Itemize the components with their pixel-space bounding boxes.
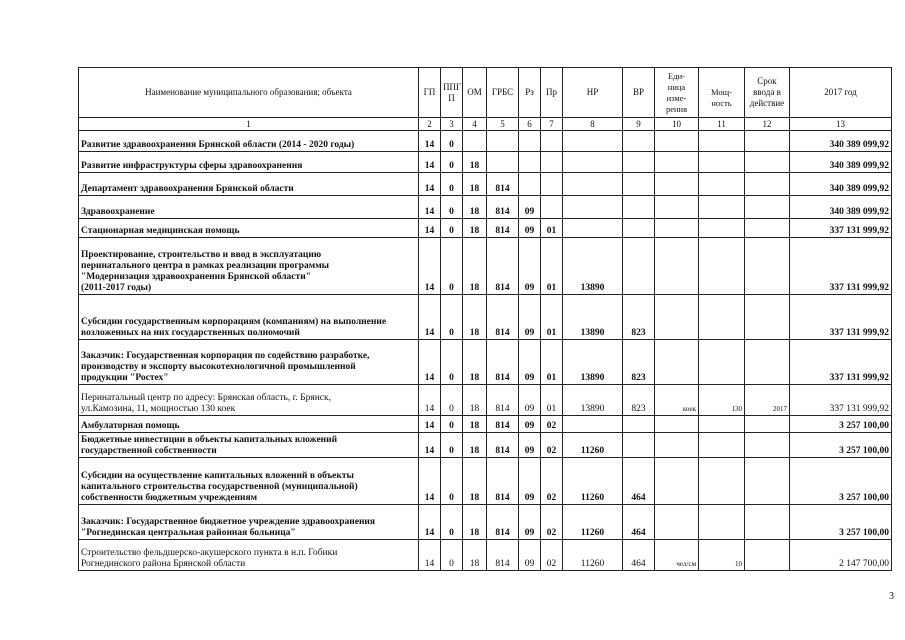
cell-pr: 02 [541,458,563,505]
cell-grbs: 814 [487,340,519,385]
cell-term [745,173,790,196]
header-om: ОМ [463,68,487,118]
name-line: государственной собственности [81,446,217,456]
cell-capacity [699,219,745,238]
column-number: 12 [745,118,790,131]
header-year: 2017 год [790,68,892,118]
name-line: перинатального центра в рамках реализации программы [81,261,330,271]
cell-nr: 11260 [563,540,623,571]
cell-gp: 14 [419,458,441,505]
cell-amount: 3 257 100,00 [790,505,892,540]
header-row [79,68,892,118]
column-number: 6 [519,118,541,131]
cell-ppgp: 0 [441,238,463,295]
cell-pr: 01 [541,340,563,385]
cell-ppgp: 0 [441,505,463,540]
cell-unit [655,152,699,173]
table-body [79,131,892,571]
cell-gp: 14 [419,219,441,238]
cell-capacity [699,131,745,152]
name-line: Развитие здравоохранения Брянской области (2014 - 2020 годы) [81,140,355,150]
cell-rz [519,152,541,173]
table-row [79,433,892,458]
column-number: 3 [441,118,463,131]
name-line: Субсидии на осуществление капитальных вложений в объекты [81,471,354,481]
cell-capacity [699,433,745,458]
cell-grbs: 814 [487,196,519,219]
cell-om: 18 [463,219,487,238]
cell-nr [563,152,623,173]
cell-capacity [699,340,745,385]
cell-om: 18 [463,385,487,416]
cell-name [79,385,419,416]
cell-term [745,131,790,152]
cell-rz: 09 [519,196,541,219]
cell-vr: 823 [623,340,655,385]
cell-ppgp: 0 [441,433,463,458]
cell-grbs: 814 [487,416,519,433]
name-line: "Рогнединская центральная районная больница" [81,528,296,538]
cell-pr [541,131,563,152]
cell-gp: 14 [419,385,441,416]
cell-rz: 09 [519,238,541,295]
name-line: производству и экспорту высокотехнологичной промышленной [81,362,356,372]
cell-nr: 13890 [563,295,623,340]
cell-amount: 337 131 999,92 [790,295,892,340]
cell-ppgp: 0 [441,385,463,416]
name-line: Стационарная медицинская помощь [81,226,240,236]
cell-om: 18 [463,505,487,540]
column-number: 4 [463,118,487,131]
name-line: капитального строительства государственной (муниципальной) [81,482,358,492]
column-number: 7 [541,118,563,131]
cell-nr: 11260 [563,433,623,458]
cell-om: 18 [463,173,487,196]
cell-term [745,416,790,433]
name-line: Перинатальный центр по адресу: Брянская область, г. Брянск, [81,393,332,403]
name-line: Департамент здравоохранения Брянской области [81,184,294,194]
header-term: Срок ввода в действие [745,68,790,118]
header-grbs: ГРБС [487,68,519,118]
cell-pr: 01 [541,295,563,340]
cell-name [79,416,419,433]
page-number: 3 [889,591,894,602]
cell-grbs [487,152,519,173]
column-number: 10 [655,118,699,131]
name-line: Здравоохранение [81,207,155,217]
cell-term [745,433,790,458]
cell-unit [655,340,699,385]
header-gp: ГП [419,68,441,118]
cell-capacity [699,458,745,505]
name-line: Строительство фельдшерско-акушерского пункта в н.п. Гобики [81,548,338,558]
cell-pr: 01 [541,219,563,238]
column-number: 11 [699,118,745,131]
cell-unit [655,173,699,196]
cell-grbs: 814 [487,540,519,571]
cell-name [79,295,419,340]
header-name: Наименование муниципального образования; объекта [79,68,419,118]
cell-ppgp: 0 [441,152,463,173]
cell-om: 18 [463,238,487,295]
cell-pr: 02 [541,433,563,458]
cell-om: 18 [463,340,487,385]
cell-term [745,238,790,295]
cell-term [745,196,790,219]
cell-nr [563,173,623,196]
cell-term [745,152,790,173]
cell-gp: 14 [419,131,441,152]
cell-rz: 09 [519,219,541,238]
cell-amount: 340 389 099,92 [790,131,892,152]
cell-capacity [699,196,745,219]
cell-nr [563,196,623,219]
cell-gp: 14 [419,505,441,540]
cell-gp: 14 [419,416,441,433]
cell-pr [541,196,563,219]
cell-gp: 14 [419,196,441,219]
cell-nr: 11260 [563,458,623,505]
name-line: продукции "Ростех" [81,373,169,383]
name-line: Заказчик: Государственная корпорация по содействию разработке, [81,351,370,361]
cell-vr [623,196,655,219]
cell-rz [519,173,541,196]
cell-name [79,458,419,505]
name-line: Амбулаторная помощь [81,421,180,431]
cell-amount: 2 147 700,00 [790,540,892,571]
cell-name [79,340,419,385]
cell-om: 18 [463,295,487,340]
cell-unit [655,219,699,238]
name-line: Развитие инфраструктуры сферы здравоохранения [81,161,303,171]
cell-ppgp: 0 [441,196,463,219]
cell-term [745,540,790,571]
cell-pr: 02 [541,540,563,571]
cell-vr: 823 [623,295,655,340]
cell-rz [519,131,541,152]
cell-term [745,505,790,540]
cell-om: 18 [463,196,487,219]
table-row [79,540,892,571]
cell-term: 2017 [745,385,790,416]
cell-ppgp: 0 [441,173,463,196]
cell-rz: 09 [519,433,541,458]
cell-amount: 337 131 999,92 [790,219,892,238]
cell-gp: 14 [419,173,441,196]
cell-unit [655,238,699,295]
cell-pr: 01 [541,385,563,416]
cell-unit [655,295,699,340]
cell-rz: 09 [519,458,541,505]
cell-capacity: 10 [699,540,745,571]
cell-capacity [699,173,745,196]
cell-ppgp: 0 [441,416,463,433]
cell-nr: 13890 [563,340,623,385]
cell-rz: 09 [519,505,541,540]
table-row [79,458,892,505]
cell-vr: 464 [623,458,655,505]
cell-vr [623,219,655,238]
cell-rz: 09 [519,540,541,571]
cell-grbs [487,131,519,152]
budget-table [78,67,892,571]
table-row [79,196,892,219]
cell-nr: 13890 [563,385,623,416]
cell-unit [655,433,699,458]
table-row [79,416,892,433]
cell-om: 18 [463,433,487,458]
name-line: ул.Камозина, 11, мощностью 130 коек [81,404,236,414]
cell-amount: 3 257 100,00 [790,458,892,505]
name-line: Рогнединского района Брянской области [81,559,246,569]
cell-unit [655,458,699,505]
cell-om: 18 [463,540,487,571]
cell-amount: 337 131 999,92 [790,238,892,295]
cell-nr: 11260 [563,505,623,540]
header-vr: ВР [623,68,655,118]
cell-ppgp: 0 [441,219,463,238]
cell-vr [623,173,655,196]
cell-om: 18 [463,152,487,173]
cell-unit [655,505,699,540]
cell-grbs: 814 [487,385,519,416]
table-row [79,505,892,540]
table-row [79,219,892,238]
column-number: 13 [790,118,892,131]
cell-nr [563,219,623,238]
table-row [79,173,892,196]
cell-ppgp: 0 [441,131,463,152]
cell-unit [655,131,699,152]
column-number: 9 [623,118,655,131]
cell-vr [623,238,655,295]
cell-unit [655,416,699,433]
cell-vr [623,416,655,433]
cell-name [79,219,419,238]
column-number: 2 [419,118,441,131]
cell-ppgp: 0 [441,458,463,505]
cell-name [79,433,419,458]
table-row [79,340,892,385]
cell-ppgp: 0 [441,540,463,571]
table-row [79,131,892,152]
cell-capacity [699,152,745,173]
column-number: 5 [487,118,519,131]
cell-term [745,340,790,385]
cell-amount: 3 257 100,00 [790,416,892,433]
cell-nr [563,416,623,433]
cell-grbs: 814 [487,238,519,295]
cell-vr: 464 [623,505,655,540]
cell-capacity: 130 [699,385,745,416]
cell-name [79,173,419,196]
cell-gp: 14 [419,152,441,173]
cell-rz: 09 [519,295,541,340]
cell-rz: 09 [519,385,541,416]
cell-vr [623,152,655,173]
column-number: 8 [563,118,623,131]
cell-capacity [699,295,745,340]
header-pr: Пр [541,68,563,118]
cell-om: 18 [463,458,487,505]
header-rz: Рз [519,68,541,118]
cell-name [79,152,419,173]
name-line: Проектирование, строительство и ввод в эксплуатацию [81,250,322,260]
name-line: Бюджетные инвестиции в объекты капитальных вложений [81,435,338,445]
cell-om: 18 [463,416,487,433]
cell-amount: 340 389 099,92 [790,196,892,219]
cell-unit: чел/см [655,540,699,571]
cell-pr: 02 [541,416,563,433]
table-row [79,152,892,173]
cell-vr [623,131,655,152]
table-row [79,295,892,340]
cell-amount: 340 389 099,92 [790,152,892,173]
cell-grbs: 814 [487,458,519,505]
cell-pr [541,173,563,196]
cell-grbs: 814 [487,173,519,196]
cell-term [745,219,790,238]
cell-amount: 337 131 999,92 [790,340,892,385]
cell-amount: 337 131 999,92 [790,385,892,416]
cell-amount: 340 389 099,92 [790,173,892,196]
cell-capacity [699,416,745,433]
cell-unit [655,196,699,219]
cell-gp: 14 [419,238,441,295]
cell-rz: 09 [519,416,541,433]
column-number: 1 [79,118,419,131]
name-line: Субсидии государственным корпорациям (компаниям) на выполнение [81,317,387,327]
name-line: "Модернизация здравоохранения Брянской области" [81,272,311,282]
cell-pr: 01 [541,238,563,295]
cell-pr [541,152,563,173]
header-capacity: Мощ- ность [699,68,745,118]
cell-name [79,540,419,571]
cell-vr: 823 [623,385,655,416]
header-unit: Еди- ница изме- рения [655,68,699,118]
cell-name [79,505,419,540]
cell-grbs: 814 [487,295,519,340]
cell-grbs: 814 [487,433,519,458]
cell-term [745,458,790,505]
cell-vr: 464 [623,540,655,571]
cell-pr: 02 [541,505,563,540]
cell-ppgp: 0 [441,295,463,340]
cell-ppgp: 0 [441,340,463,385]
cell-grbs: 814 [487,505,519,540]
cell-gp: 14 [419,433,441,458]
cell-nr: 13890 [563,238,623,295]
name-line: собственности бюджетным учреждениям [81,493,258,503]
cell-rz: 09 [519,340,541,385]
name-line: возложенных на них государственных полномочий [81,328,300,338]
name-line: Заказчик: Государственное бюджетное учреждение здравоохранения [81,517,376,527]
table-row [79,238,892,295]
cell-grbs: 814 [487,219,519,238]
cell-term [745,295,790,340]
cell-om [463,131,487,152]
cell-vr [623,433,655,458]
name-line: (2011-2017 годы) [81,283,152,293]
cell-name [79,131,419,152]
cell-name [79,196,419,219]
cell-amount: 3 257 100,00 [790,433,892,458]
table-row [79,385,892,416]
column-number-row [79,118,892,131]
cell-nr [563,131,623,152]
cell-capacity [699,238,745,295]
header-ppgp: ППГ П [441,68,463,118]
cell-gp: 14 [419,540,441,571]
cell-capacity [699,505,745,540]
cell-name [79,238,419,295]
cell-gp: 14 [419,340,441,385]
header-nr: НР [563,68,623,118]
cell-gp: 14 [419,295,441,340]
cell-unit: коек [655,385,699,416]
